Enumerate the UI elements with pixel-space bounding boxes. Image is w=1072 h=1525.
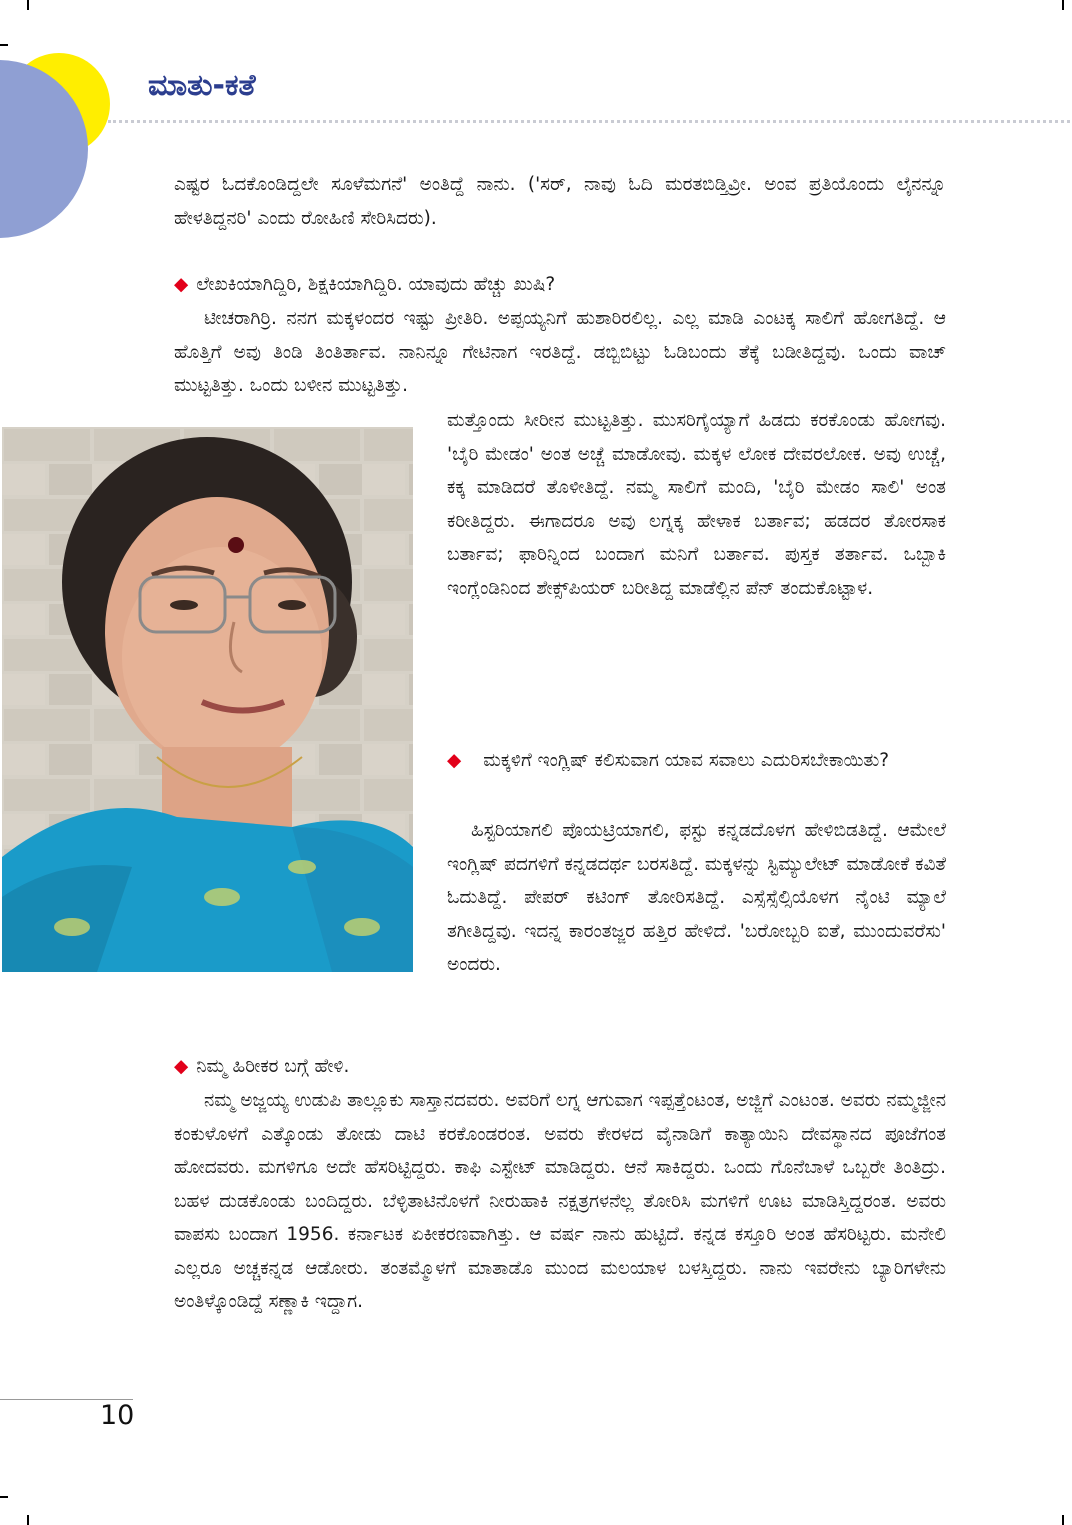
portrait-photo-icon <box>2 427 413 972</box>
answer-3: ನಮ್ಮ ಅಜ್ಜಯ್ಯ ಉಡುಪಿ ತಾಲ್ಲೂಕು ಸಾಸ್ತಾನದವರು. ಅವರಿಗೆ ಲಗ್ನ ಆಗುವಾಗ ಇಪ್ಪತ್ತೆಂಟಂತ, ಅಜ್ಜಿಗೆ ಎಂಟಂತ. ಅವರು ನಮ್ಮಜ್ಜೀನ ಕಂಕುಳೊಳಗೆ ಎತ್ಕೊಂಡು ತೋಡು ದಾಟಿ ಕರಕೊಂಡರಂತ. ಅವರು ಕೇರಳದ ವೈನಾಡಿಗೆ ಕಾತ್ಯಾಯಿನಿ ದೇವಸ್ಥಾನದ ಪೂಜೆಗಂತ ಹೋದವರು. ಮಗಳಿಗೂ ಅದೇ ಹೆಸರಿಟ್ಟಿದ್ದರು. ಕಾಫಿ ಎಸ್ಟೇಟ್ ಮಾಡಿದ್ದರು. ಆನೆ ಸಾಕಿದ್ದರು. ಒಂದು ಗೊನೆಬಾಳೆ ಒಬ್ಬರೇ ತಿಂತಿದ್ರು. ಬಹಳ ದುಡಕೊಂಡು ಬಂದಿದ್ದರು. ಬೆಳ್ಳಿತಾಟಿನೊಳಗೆ ನೀರುಹಾಕಿ ನಕ್ಷತ್ರಗಳನೆಲ್ಲ ತೋರಿಸಿ ಮಗಳಿಗೆ ಊಟ ಮಾಡಿಸ್ತಿದ್ದರಂತ. ಅವರು ವಾಪಸು ಬಂದಾಗ 1956. ಕರ್ನಾಟಕ ಏಕೀಕರಣವಾಗಿತ್ತು. ಆ ವರ್ಷ ನಾನು ಹುಟ್ಟಿದೆ. ಕನ್ನಡ ಕಸ್ತೂರಿ ಅಂತ ಹೆಸರಿಟ್ಟರು. ಮನೇಲಿ ಎಲ್ಲರೂ ಅಚ್ಚಕನ್ನಡ ಆಡೋರು. ತಂತಮ್ಮೊಳಗೆ ಮಾತಾಡೊ ಮುಂದ ಮಲಯಾಳ ಬಳಸ್ತಿದ್ದರು. ನಾನು ಇವರೇನು ಬ್ಯಾರಿಗಳೇನು ಅಂತಿಳ್ಕೊಂಡಿದ್ದೆ ಸಣ್ಣಾಕಿ ಇದ್ದಾಗ. <box>174 1090 946 1312</box>
section-title: ಮಾತು-ಕತೆ <box>148 68 256 103</box>
crop-mark <box>27 0 29 10</box>
question-1 <box>174 268 946 302</box>
crop-mark <box>0 1496 8 1498</box>
crop-mark <box>0 44 8 46</box>
header-dotted-rule <box>108 120 1070 123</box>
diamond-bullet-icon: ◆ <box>174 274 189 295</box>
question-3 <box>174 1050 946 1084</box>
question-1-text: ಲೇಖಕಿಯಾಗಿದ್ದಿರಿ, ಶಿಕ್ಷಕಿಯಾಗಿದ್ದಿರಿ. ಯಾವುದು ಹೆಚ್ಚು ಖುಷಿ? <box>196 274 556 295</box>
portrait-photo <box>2 427 413 972</box>
diamond-bullet-icon: ◆ <box>447 750 462 771</box>
diamond-bullet-icon: ◆ <box>174 1056 189 1077</box>
answer-1-side: ಮತ್ತೊಂದು ಸೀರೀನ ಮುಟ್ಟತಿತ್ತು. ಮುಸರಿಗೈಯ್ಯಾಗೆ ಹಿಡದು ಕರಕೊಂಡು ಹೋಗವು. 'ಬೈರಿ ಮೇಡಂ' ಅಂತ ಅಚ್ಚೆ ಮಾಡೋವು. ಮಕ್ಕಳ ಲೋಕ ದೇವರಲೋಕ. ಅವು ಉಚ್ಚೆ, ಕಕ್ಕ ಮಾಡಿದರೆ ತೊಳೀತಿದ್ದೆ. ನಮ್ಮ ಸಾಲಿಗೆ ಮಂದಿ, 'ಬೈರಿ ಮೇಡಂ ಸಾಲಿ' ಅಂತ ಕರೀತಿದ್ದರು. ಈಗಾದರೂ ಅವು ಲಗ್ನಕ್ಕ ಹೇಳಾಕ ಬರ್ತಾವ; ಹಡದರ ತೋರಸಾಕ ಬರ್ತಾವ; ಫಾರಿನ್ನಿಂದ ಬಂದಾಗ ಮನಿಗೆ ಬರ್ತಾವ. ಪುಸ್ತಕ ತರ್ತಾವ. ಒಬ್ಬಾಕಿ ಇಂಗ್ಲೆಂಡಿನಿಂದ ಶೇಕ್ಸ್‌ಪಿಯರ್ ಬರೀತಿದ್ದ ಮಾಡೆಲ್ಲಿನ ಪೆನ್ ತಂದುಕೊಟ್ಟಾಳ. <box>447 410 946 599</box>
answer-1-top: ಟೀಚರಾಗಿರ್ರಿ. ನನಗ ಮಕ್ಕಳಂದರ ಇಷ್ಟು ಪ್ರೀತಿರಿ. ಅಪ್ಪಯ್ಯನಿಗೆ ಹುಶಾರಿರಲಿಲ್ಲ. ಎಲ್ಲ ಮಾಡಿ ಎಂಟಕ್ಕ ಸಾಲಿಗೆ ಹೋಗತಿದ್ದೆ. ಆ ಹೊತ್ತಿಗೆ ಅವು ತಿಂಡಿ ತಿಂತಿರ್ತಾವ. ನಾನಿನ್ನೂ ಗೇಟಿನಾಗ ಇರತಿದ್ದೆ. ಡಬ್ಬಿಬಿಟ್ಟು ಓಡಿಬಂದು ತೆಕ್ಕೆ ಬಡೀತಿದ್ದವು. ಒಂದು ವಾಚ್ ಮುಟ್ಟತಿತ್ತು. ಒಂದು ಬಳೀನ ಮುಟ್ಟತಿತ್ತು. <box>174 308 946 396</box>
page-number: 10 <box>100 1400 135 1431</box>
question-2-text: ಮಕ್ಕಳಿಗೆ ಇಂಗ್ಲಿಷ್ ಕಲಿಸುವಾಗ ಯಾವ ಸವಾಲು ಎದುರಿಸಬೇಕಾಯಿತು? <box>483 750 890 771</box>
crop-mark <box>27 1515 29 1525</box>
question-3-text: ನಿಮ್ಮ ಹಿರೀಕರ ಬಗ್ಗೆ ಹೇಳಿ. <box>196 1056 350 1077</box>
crop-mark <box>1062 1515 1064 1525</box>
intro-paragraph: ಎಷ್ಟರ ಓದಕೊಂಡಿದ್ದಲೇ ಸೂಳೆಮಗನೆ' ಅಂತಿದ್ದೆ ನಾನು. ('ಸರ್, ನಾವು ಓದಿ ಮರತಬಿಡ್ತಿವ್ರೀ. ಅಂವ ಪ್ರತಿಯೊಂದು ಲೈನನ್ನೂ ಹೇಳತಿದ್ದನರಿ' ಎಂದು ರೋಹಿಣಿ ಸೇರಿಸಿದರು). <box>174 174 946 229</box>
crop-mark <box>1062 0 1064 10</box>
answer-2: ಹಿಸ್ಟರಿಯಾಗಲಿ ಪೊಯಟ್ರಿಯಾಗಲಿ, ಫಸ್ಟು ಕನ್ನಡದೊಳಗ ಹೇಳಿಬಿಡತಿದ್ದೆ. ಆಮೇಲೆ ಇಂಗ್ಲಿಷ್ ಪದಗಳಿಗೆ ಕನ್ನಡದರ್ಥ ಬರಸತಿದ್ದೆ. ಮಕ್ಕಳನ್ನು ಸ್ಟಿಮ್ಯುಲೇಟ್ ಮಾಡೋಕೆ ಕವಿತೆ ಓದುತಿದ್ದೆ. ಪೇಪರ್ ಕಟಿಂಗ್ ತೋರಿಸತಿದ್ದೆ. ಎಸ್ಸೆಸ್ಸೆಲ್ಸಿಯೊಳಗ ನೈಂಟಿ ಮ್ಯಾಲೆ ತಗೀತಿದ್ದವು. ಇದನ್ನ ಕಾರಂತಜ್ಜರ ಹತ್ತಿರ ಹೇಳಿದೆ. 'ಬರೋಬ್ಬರಿ ಐತೆ, ಮುಂದುವರೆಸು' ಅಂದರು. <box>447 820 946 975</box>
question-2 <box>447 744 946 778</box>
